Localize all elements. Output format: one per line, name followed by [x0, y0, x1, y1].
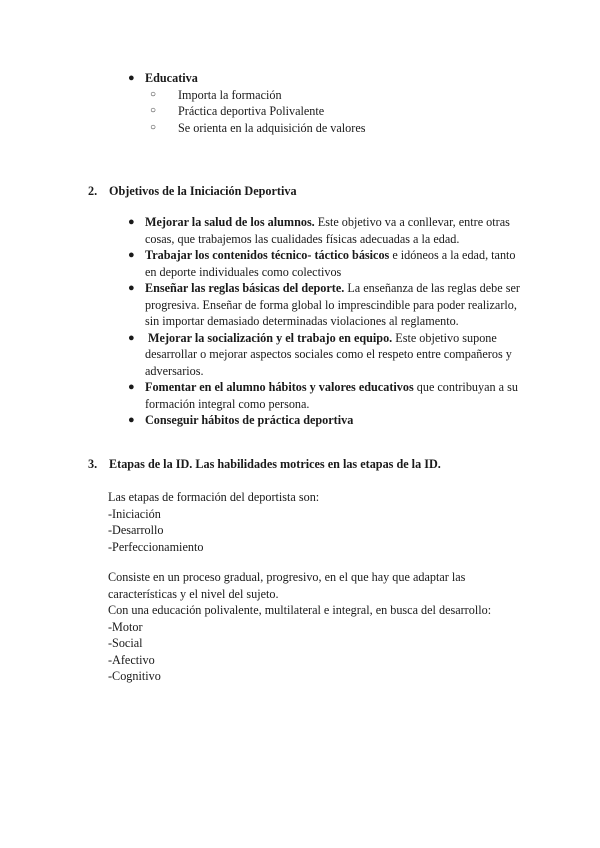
bullet-icon: ● [128, 249, 135, 261]
list-item-label: Educativa [145, 71, 198, 85]
list-item-bold: Mejorar la salud de los alumnos. [145, 215, 315, 229]
hollow-bullet-icon: ○ [150, 105, 157, 116]
heading-number: 3. [88, 457, 98, 471]
top-bullet-list [128, 70, 548, 136]
bullet-icon: ● [128, 282, 135, 294]
text-line: -Desarrollo [108, 523, 164, 537]
heading-number: 2. [88, 184, 98, 198]
list-item-text: La enseñanza de las reglas debe ser progresiva. Enseñar de forma global lo imprescindible para poder realizarlo, sin importar demasiado determinadas violaciones al reglamento. [145, 281, 520, 328]
text-line: Las etapas de formación del deportista son: [108, 490, 320, 504]
sub-list-item [150, 120, 548, 137]
list-item-bold: Fomentar en el alumno hábitos y valores educativos [145, 380, 414, 394]
bullet-icon: ● [128, 72, 135, 84]
hollow-bullet-icon: ○ [150, 121, 157, 133]
sub-list-item-label: Se orienta en la adquisición de valores [178, 120, 366, 135]
sub-list-item [150, 103, 548, 120]
list-item-bold: Mejorar la socialización y el trabajo en equipo. [145, 330, 393, 345]
sub-list-item-label: Importa la formación [178, 87, 282, 102]
list-item-text: Este objetivo supone desarrollar o mejorar aspectos sociales como el respeto entre compañeros y adversarios. [145, 330, 512, 378]
bullet-icon: ● [128, 414, 135, 426]
sub-list-item-label: Práctica deportiva Polivalente [178, 104, 325, 118]
list-item [128, 214, 528, 247]
text-line: -Cognitivo [108, 669, 161, 683]
hollow-bullet-icon: ○ [150, 88, 157, 100]
list-item [128, 280, 528, 330]
list-item-text: e idóneos a la edad, tanto en deporte individuales como colectivos [145, 248, 516, 279]
bullet-icon: ● [128, 381, 135, 393]
text-line: características y el nivel del sujeto. [108, 586, 279, 601]
text-line: Consiste en un proceso gradual, progresivo, en el que hay que adaptar las [108, 570, 466, 584]
list-item-bold: Conseguir hábitos de práctica deportiva [145, 413, 354, 427]
paragraph-proceso [108, 569, 528, 685]
list-item-text: que contribuyan a su formación integral como persona. [145, 380, 518, 411]
section-3-heading [88, 456, 441, 473]
section-2-heading [88, 183, 297, 200]
list-item [128, 330, 528, 380]
list-item [128, 412, 528, 429]
sub-list-item [150, 87, 548, 104]
list-item [128, 247, 528, 280]
text-line: -Social [108, 636, 143, 650]
bullet-icon: ● [128, 216, 135, 228]
list-item-text: Este objetivo va a conllevar, entre otras cosas, que trabajemos las cualidades físicas adecuadas a la edad. [145, 215, 510, 246]
bullet-icon: ● [128, 331, 135, 344]
heading-title: Objetivos de la Iniciación Deportiva [109, 184, 297, 198]
list-item [128, 379, 528, 412]
list-item-bold: Enseñar las reglas básicas del deporte. [145, 281, 345, 295]
text-line: -Iniciación [108, 506, 161, 521]
text-line: -Perfeccionamiento [108, 539, 204, 554]
objectives-list [128, 214, 528, 429]
paragraph-etapas [108, 489, 528, 555]
heading-title: Etapas de la ID. Las habilidades motrices en las etapas de la ID. [109, 457, 441, 471]
text-line: -Motor [108, 619, 143, 634]
text-line: -Afectivo [108, 652, 155, 667]
list-item-bold: Trabajar los contenidos técnico- táctico básicos [145, 248, 390, 262]
list-item [128, 70, 548, 87]
text-line: Con una educación polivalente, multilateral e integral, en busca del desarrollo: [108, 603, 492, 617]
